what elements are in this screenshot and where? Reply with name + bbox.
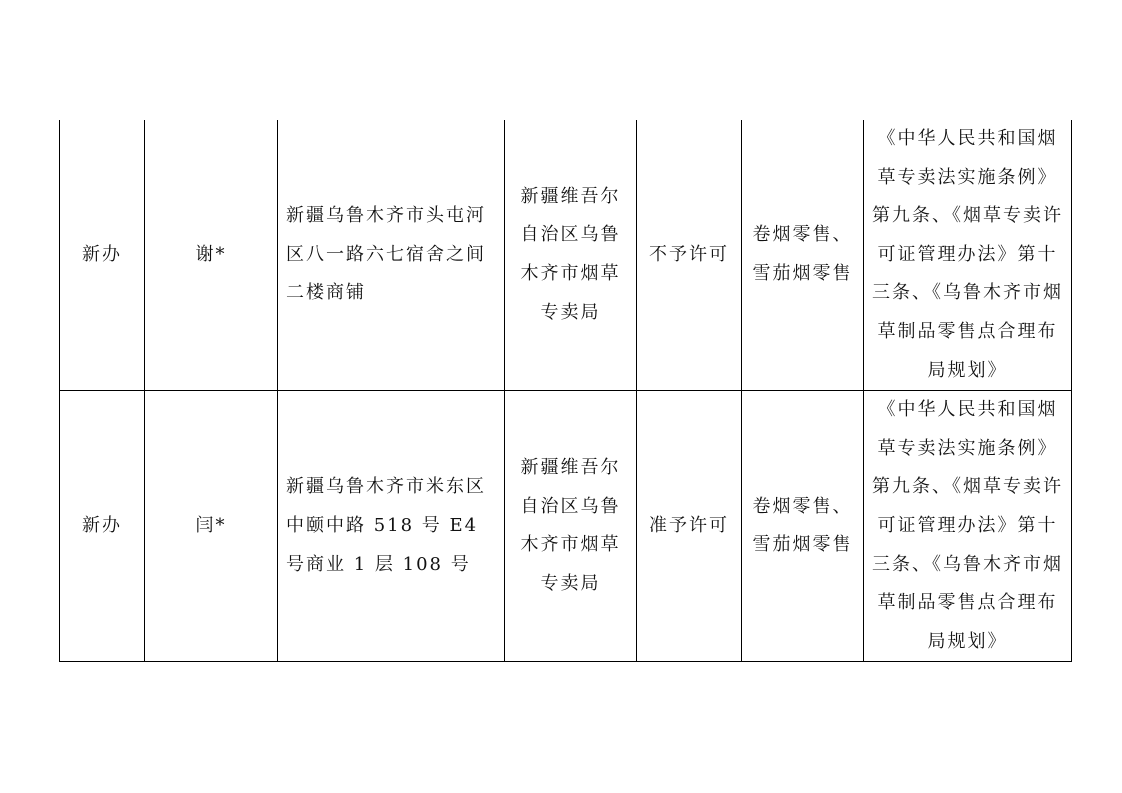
license-records-table bbox=[59, 120, 1072, 662]
application-type-cell: 新办 bbox=[60, 120, 145, 391]
licensing-authority-cell: 新疆维吾尔自治区乌鲁木齐市烟草专卖局 bbox=[505, 391, 637, 662]
legal-basis-cell: 《中华人民共和国烟草专卖法实施条例》第九条、《烟草专卖许可证管理办法》第十三条、《乌鲁木齐市烟草制品零售点合理布局规划》 bbox=[864, 391, 1072, 662]
legal-basis-cell: 《中华人民共和国烟草专卖法实施条例》第九条、《烟草专卖许可证管理办法》第十三条、《乌鲁木齐市烟草制品零售点合理布局规划》 bbox=[864, 120, 1072, 391]
business-address-cell bbox=[278, 120, 505, 391]
table-row bbox=[60, 120, 1072, 391]
decision-cell: 不予许可 bbox=[637, 120, 742, 391]
applicant-name-cell: 闫* bbox=[145, 391, 278, 662]
business-address-text: 新疆乌鲁木齐市米东区中颐中路 518 号 E4 号商业 1 层 108 号 bbox=[286, 476, 486, 575]
application-type-cell: 新办 bbox=[60, 391, 145, 662]
licensing-authority-cell: 新疆维吾尔自治区乌鲁木齐市烟草专卖局 bbox=[505, 120, 637, 391]
decision-cell: 准予许可 bbox=[637, 391, 742, 662]
business-scope-cell: 卷烟零售、雪茄烟零售 bbox=[742, 120, 864, 391]
table-row bbox=[60, 391, 1072, 662]
applicant-name-cell: 谢* bbox=[145, 120, 278, 391]
business-address-text: 新疆乌鲁木齐市头屯河区八一路六七宿舍之间二楼商铺 bbox=[286, 205, 486, 304]
business-scope-cell: 卷烟零售、雪茄烟零售 bbox=[742, 391, 864, 662]
business-address-cell bbox=[278, 391, 505, 662]
